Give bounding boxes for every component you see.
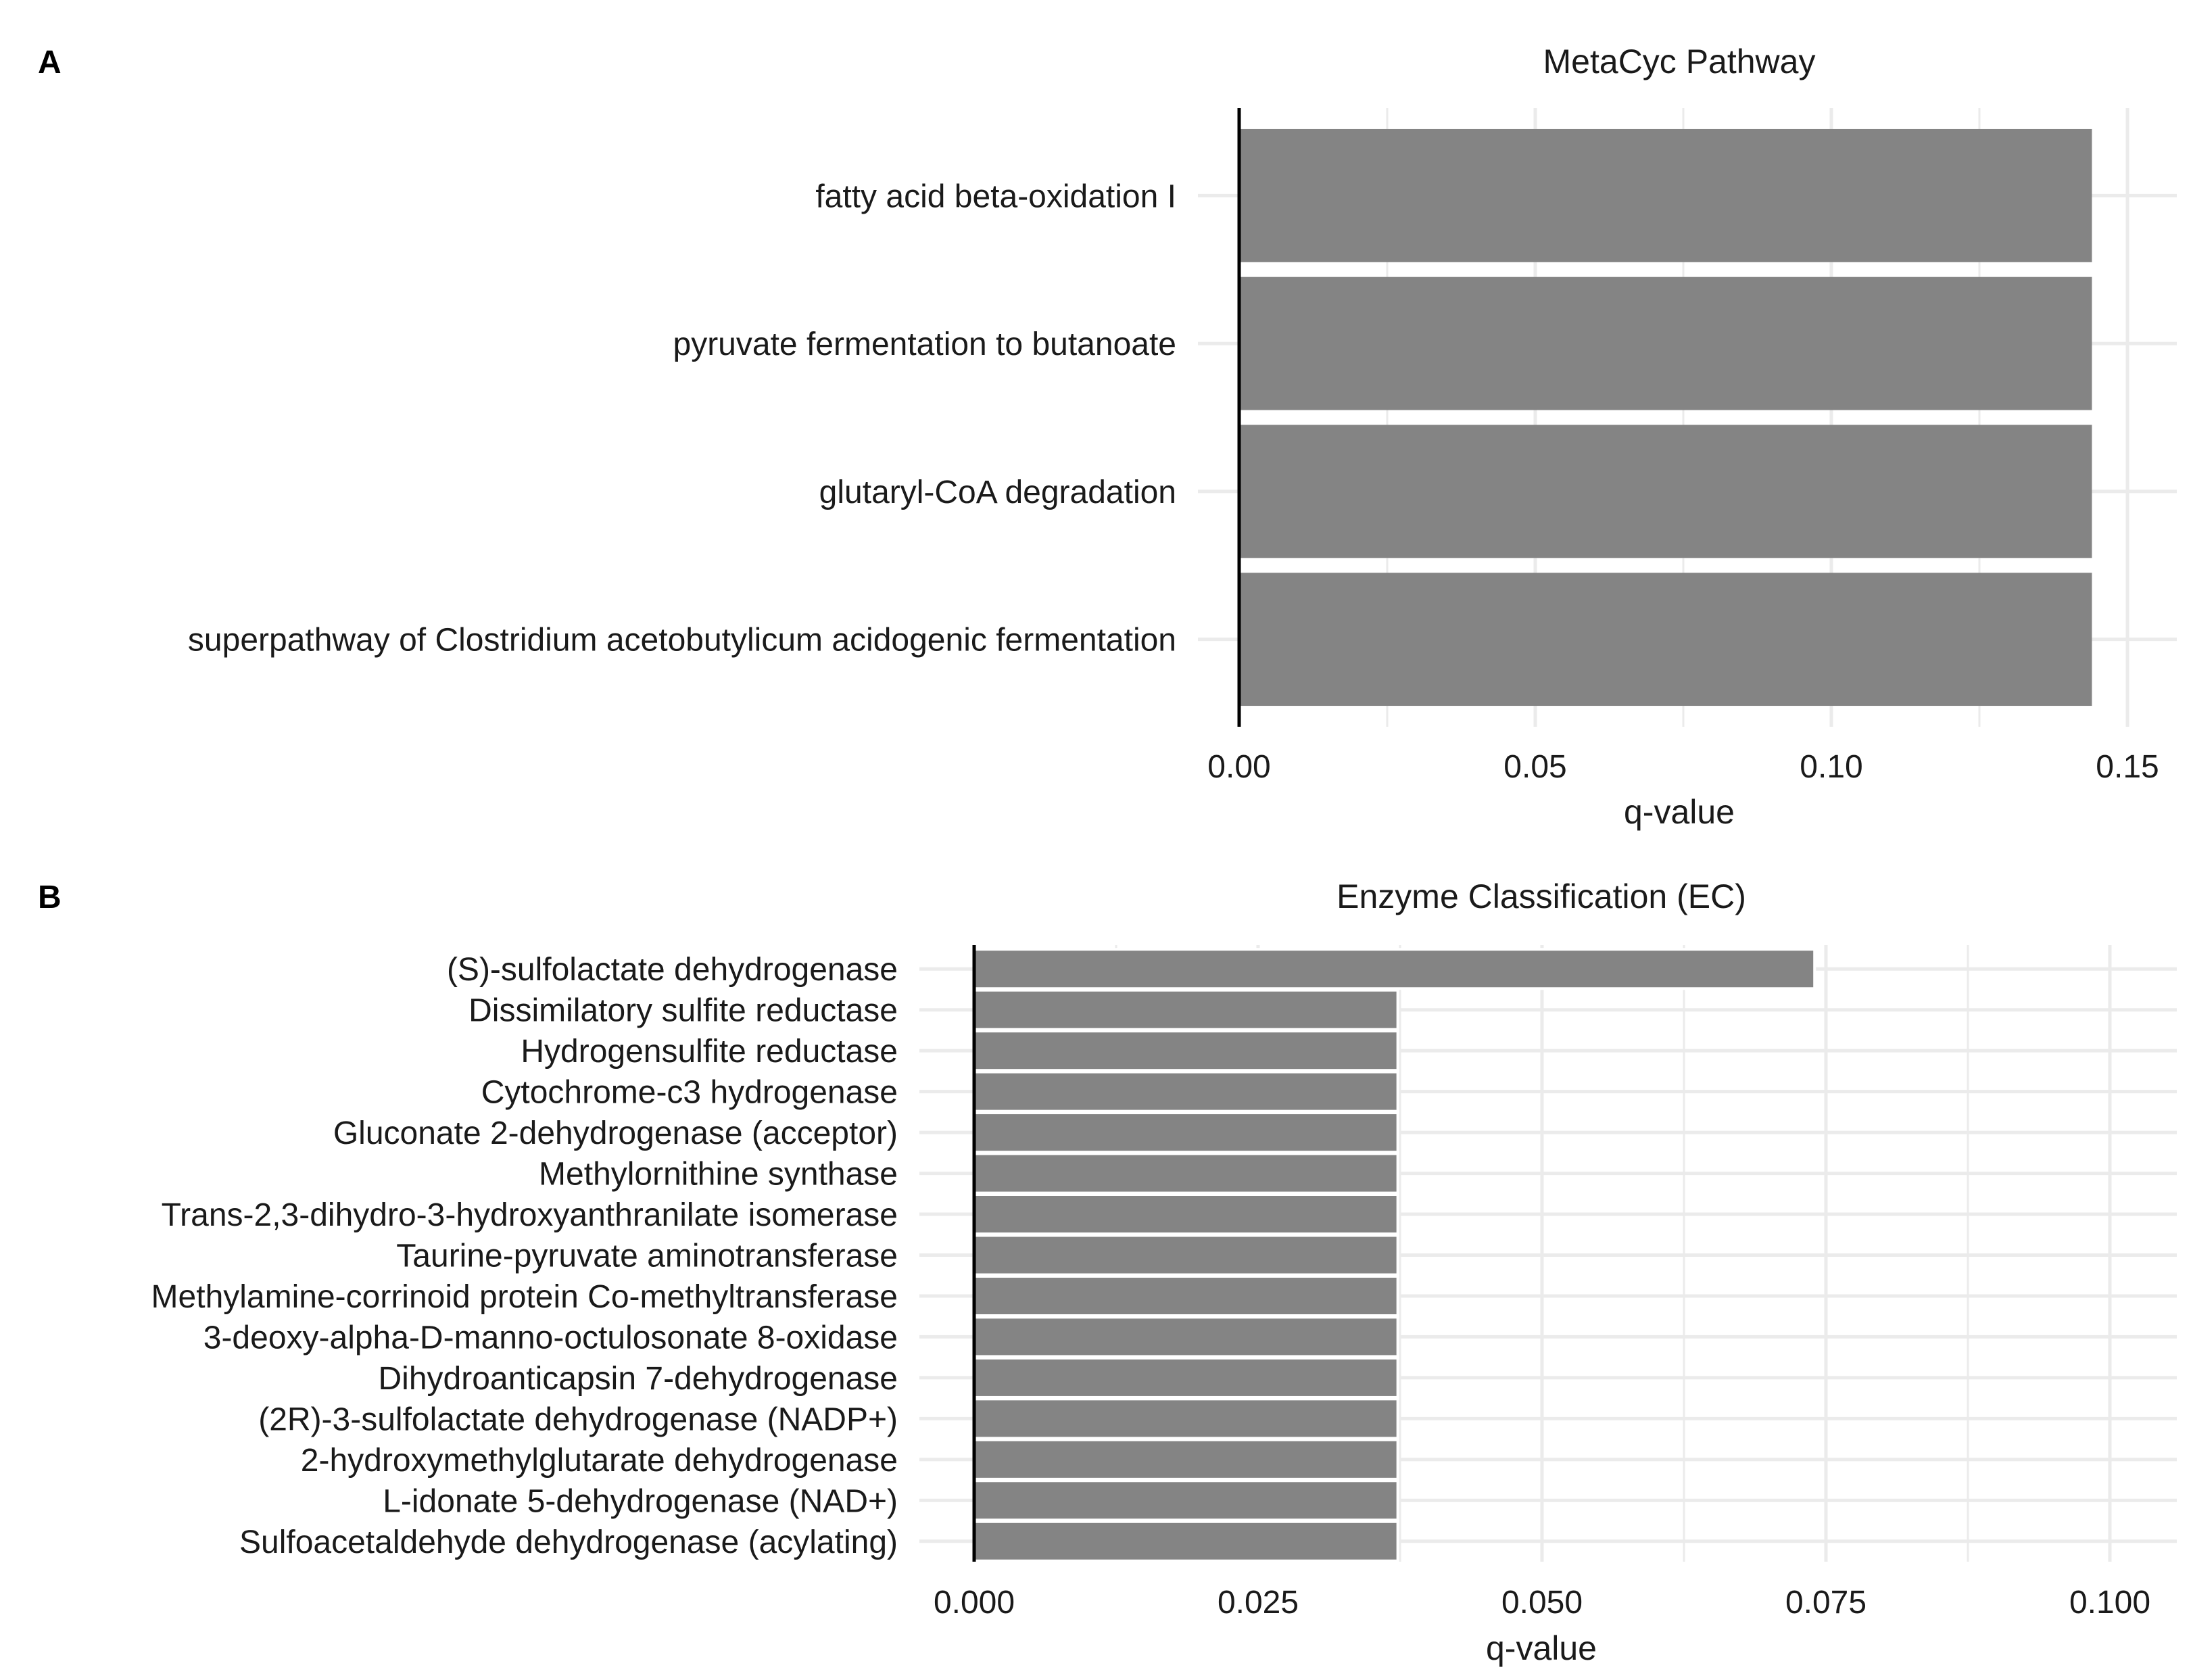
panel-a-bar: [1239, 425, 2092, 558]
panel-b-bar: [974, 1235, 1398, 1274]
panel-b-category-label: Gluconate 2-dehydrogenase (acceptor): [333, 1115, 898, 1152]
panel-b-category-label: Methylornithine synthase: [539, 1156, 898, 1193]
panel-b-bar: [974, 1195, 1398, 1234]
panel-b-tick-label: 0.075: [1785, 1585, 1867, 1621]
panel-b-bar: [974, 1399, 1398, 1438]
panel-a-category-labels: [188, 178, 1176, 658]
panel-a-tick-labels: [1207, 749, 2159, 785]
panel-b-bar: [974, 1440, 1398, 1479]
panel-b-category-labels: [151, 952, 898, 1560]
panel-b-x-axis-title: q-value: [1486, 1629, 1597, 1667]
panel-b-category-label: (S)-sulfolactate dehydrogenase: [446, 952, 898, 988]
panel-b-bar: [974, 1072, 1398, 1111]
panel-b-bar: [974, 1276, 1398, 1316]
panel-b-tick-label: 0.000: [933, 1585, 1015, 1621]
panel-b-tick-labels: [934, 1585, 2150, 1621]
panel-b-category-label: Sulfoacetaldehyde dehydrogenase (acylating): [239, 1524, 898, 1560]
panel-b-bar: [974, 1113, 1398, 1152]
panel-a-bar: [1239, 129, 2092, 262]
panel-a-tick-label: 0.15: [2096, 749, 2159, 785]
panel-a-tick-label: 0.05: [1503, 749, 1567, 785]
panel-a-bars: [1239, 129, 2092, 706]
panel-b: [38, 878, 2177, 1667]
panel-b-category-label: Hydrogensulfite reductase: [521, 1034, 898, 1070]
panel-b-bar: [974, 1031, 1398, 1070]
panel-a-category-label: pyruvate fermentation to butanoate: [673, 327, 1176, 363]
panel-a-x-axis-title: q-value: [1624, 793, 1735, 831]
panel-b-bar: [974, 1317, 1398, 1356]
panel-a-category-label: superpathway of Clostridium acetobutylicum acidogenic fermentation: [187, 622, 1176, 658]
panel-b-category-label: Dihydroanticapsin 7-dehydrogenase: [378, 1360, 898, 1397]
panel-b-bar: [974, 1154, 1398, 1193]
panel-b-bar: [974, 1481, 1398, 1520]
panel-a-tick-label: 0.00: [1207, 749, 1271, 785]
panel-b-tick-label: 0.050: [1501, 1585, 1583, 1621]
panel-b-bar: [974, 1522, 1398, 1561]
panel-a-bar: [1239, 573, 2092, 706]
panel-b-title: Enzyme Classification (EC): [1337, 878, 1746, 915]
panel-b-category-label: Methylamine-corrinoid protein Co-methyltransferase: [151, 1278, 898, 1315]
panel-b-category-label: (2R)-3-sulfolactate dehydrogenase (NADP+): [258, 1401, 898, 1438]
panel-b-letter: B: [38, 880, 62, 915]
panel-b-category-label: Dissimilatory sulfite reductase: [468, 992, 898, 1029]
panel-a-category-label: glutaryl-CoA degradation: [819, 474, 1176, 510]
panel-b-category-label: Taurine-pyruvate aminotransferase: [396, 1238, 898, 1274]
panel-a: [38, 43, 2177, 831]
panel-b-category-label: Trans-2,3-dihydro-3-hydroxyanthranilate isomerase: [161, 1197, 898, 1234]
panel-b-category-label: 3-deoxy-alpha-D-manno-octulosonate 8-oxidase: [203, 1320, 898, 1356]
panel-b-bar: [974, 990, 1398, 1030]
panel-a-tick-label: 0.10: [1800, 749, 1863, 785]
panel-b-tick-label: 0.025: [1217, 1585, 1299, 1621]
panel-b-category-label: Cytochrome-c3 hydrogenase: [481, 1074, 898, 1111]
panel-a-bar: [1239, 277, 2092, 410]
panel-b-bar: [974, 1358, 1398, 1397]
panel-a-category-label: fatty acid beta-oxidation I: [815, 178, 1176, 215]
panel-b-category-label: L-idonate 5-dehydrogenase (NAD+): [383, 1483, 898, 1520]
panel-a-letter: A: [38, 45, 62, 80]
panel-b-category-label: 2-hydroxymethylglutarate dehydrogenase: [300, 1442, 898, 1479]
panel-b-bar: [974, 949, 1814, 988]
panel-b-tick-label: 0.100: [2069, 1585, 2151, 1621]
panel-a-title: MetaCyc Pathway: [1543, 43, 1816, 80]
